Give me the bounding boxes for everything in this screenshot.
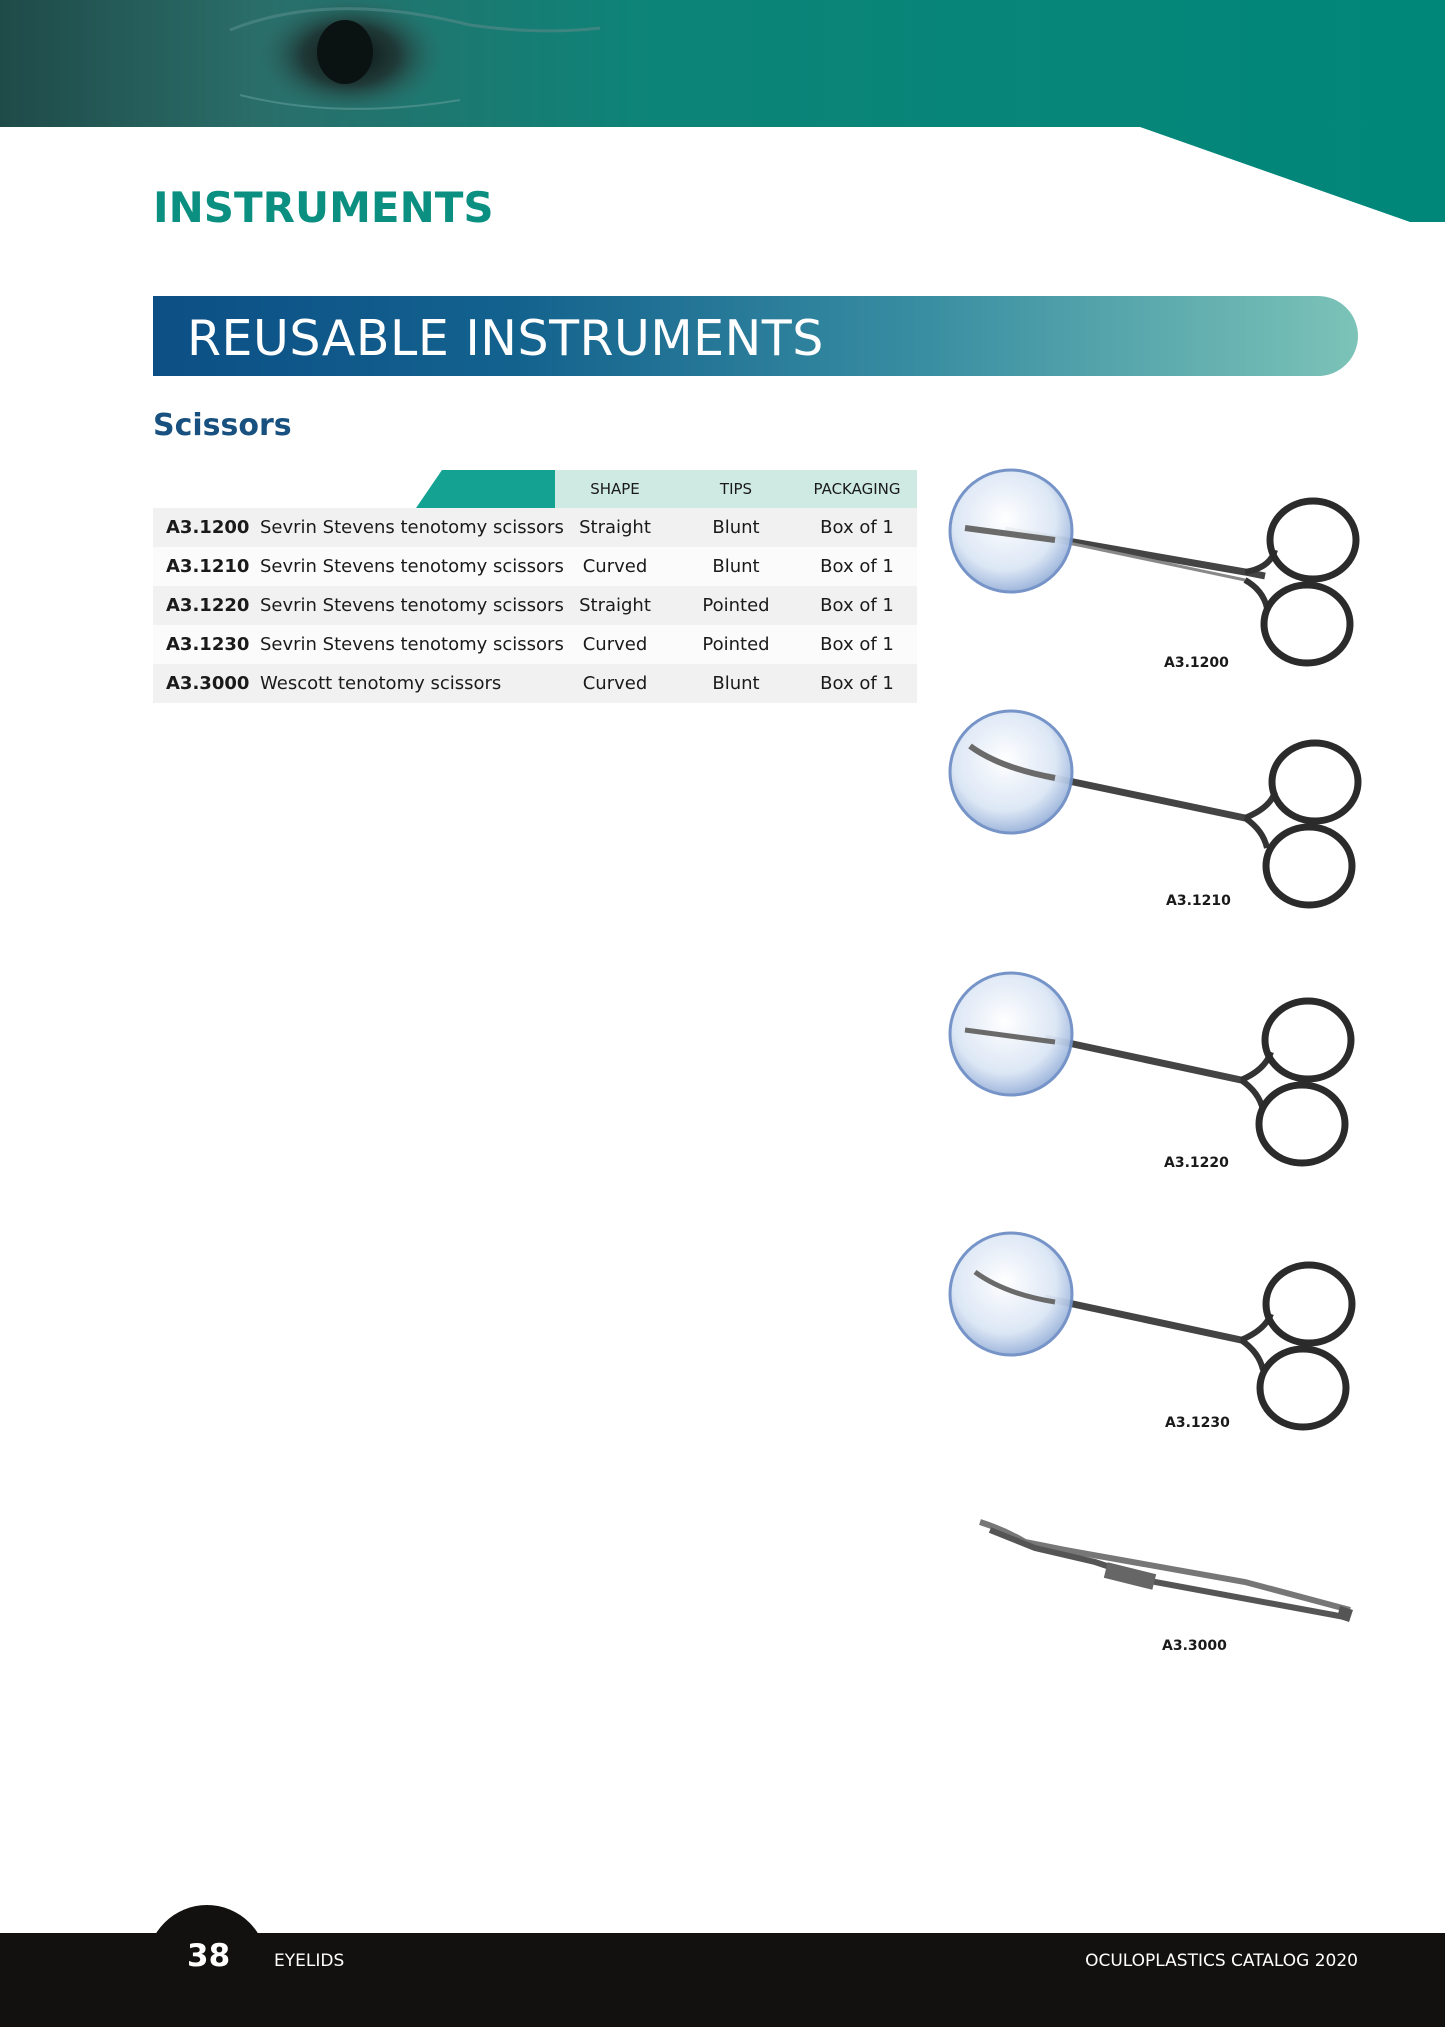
- product-code: A3.1210: [166, 556, 250, 577]
- subcategory-title: Scissors: [153, 408, 292, 443]
- product-packaging: Box of 1: [820, 634, 894, 655]
- product-code: A3.3000: [166, 673, 250, 694]
- product-name: Sevrin Stevens tenotomy scissors: [260, 634, 564, 655]
- product-shape: Straight: [579, 517, 651, 538]
- product-packaging: Box of 1: [820, 673, 894, 694]
- product-image-a3-1200: [945, 468, 1365, 678]
- category-title: REUSABLE INSTRUMENTS: [187, 310, 824, 367]
- column-header-packaging: PACKAGING: [797, 470, 917, 508]
- product-image-a3-1210: [945, 706, 1365, 916]
- spring-scissors-image: [945, 1510, 1365, 1640]
- curved-scissors-image: [945, 1228, 1365, 1438]
- product-name: Sevrin Stevens tenotomy scissors: [260, 595, 564, 616]
- product-packaging: Box of 1: [820, 556, 894, 577]
- product-tips: Blunt: [712, 517, 760, 538]
- product-shape: Curved: [582, 556, 648, 577]
- product-tips: Pointed: [702, 634, 770, 655]
- footer-catalog-label: OCULOPLASTICS CATALOG 2020: [1085, 1951, 1358, 1971]
- table-row: [153, 508, 917, 547]
- column-header-tips: TIPS: [675, 470, 797, 508]
- product-name: Sevrin Stevens tenotomy scissors: [260, 556, 564, 577]
- product-shape: Curved: [582, 634, 648, 655]
- table-body: [153, 508, 917, 703]
- product-name: Wescott tenotomy scissors: [260, 673, 502, 694]
- product-packaging: Box of 1: [820, 517, 894, 538]
- product-image-code: A3.3000: [1162, 1638, 1227, 1654]
- category-banner: [153, 296, 1358, 376]
- product-tips: Pointed: [702, 595, 770, 616]
- product-tips: Blunt: [712, 673, 760, 694]
- table-row: [153, 586, 917, 625]
- column-header-shape: SHAPE: [555, 470, 675, 508]
- page-number: 38: [187, 1938, 231, 1974]
- table-row: [153, 625, 917, 664]
- product-shape: Curved: [582, 673, 648, 694]
- table-header: [153, 470, 917, 508]
- product-table: [153, 470, 917, 703]
- product-image-code: A3.1200: [1164, 655, 1229, 671]
- footer-section-label: EYELIDS: [274, 1951, 345, 1971]
- product-image-a3-1230: [945, 1228, 1365, 1438]
- product-image-code: A3.1220: [1164, 1155, 1229, 1171]
- product-code: A3.1220: [166, 595, 250, 616]
- page-title: INSTRUMENTS: [153, 183, 494, 232]
- product-code: A3.1200: [166, 517, 250, 538]
- table-row: [153, 547, 917, 586]
- product-tips: Blunt: [712, 556, 760, 577]
- table-row: [153, 664, 917, 703]
- product-name: Sevrin Stevens tenotomy scissors: [260, 517, 564, 538]
- straight-scissors-image: [945, 968, 1365, 1178]
- product-code: A3.1230: [166, 634, 250, 655]
- product-image-a3-1220: [945, 968, 1365, 1178]
- product-packaging: Box of 1: [820, 595, 894, 616]
- product-image-code: A3.1230: [1165, 1415, 1230, 1431]
- straight-scissors-image: [945, 468, 1365, 678]
- curved-scissors-image: [945, 706, 1365, 916]
- product-image-a3-3000: [945, 1510, 1365, 1660]
- product-image-code: A3.1210: [1166, 893, 1231, 909]
- product-shape: Straight: [579, 595, 651, 616]
